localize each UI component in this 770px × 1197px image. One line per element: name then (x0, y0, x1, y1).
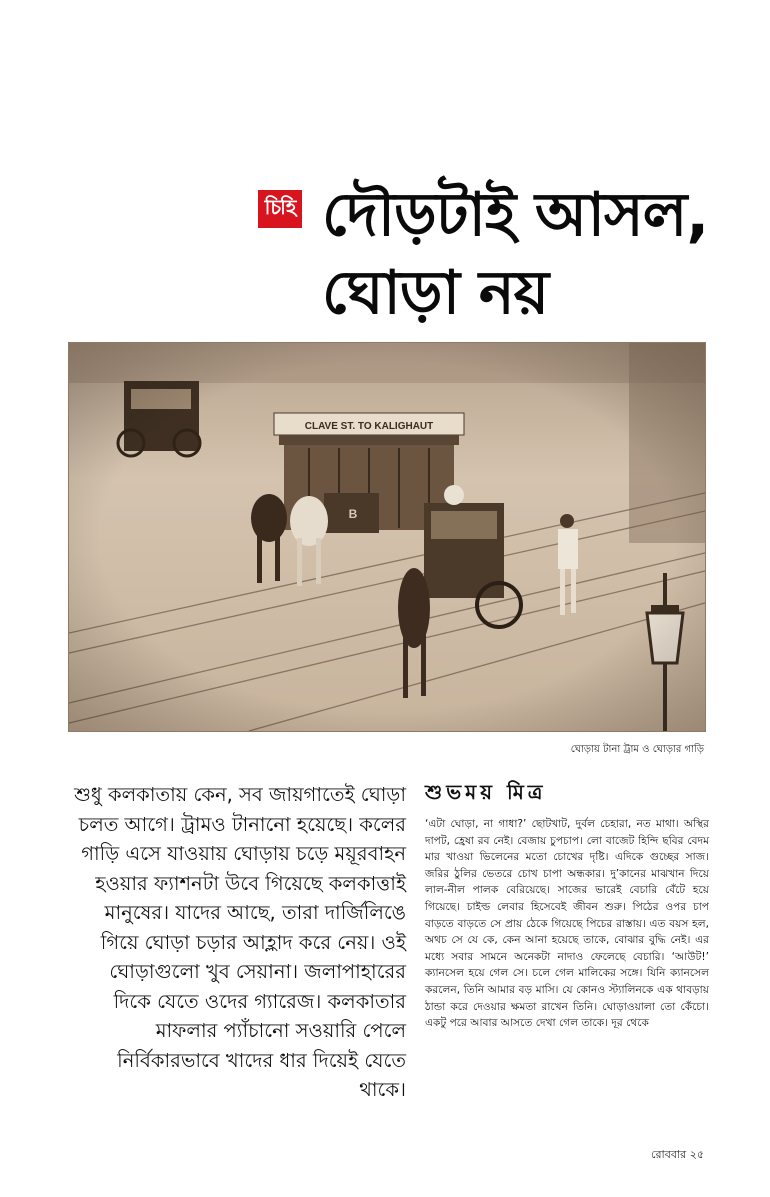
headline-line-2: ঘোড়া নয় (322, 258, 549, 328)
tram-photo (68, 342, 706, 732)
headline-line-1: দৌড়টাই আসল, (322, 180, 709, 250)
body-text: ‘এটা ঘোড়া, না গাধা?’ ছোটখাট, দুর্বল চেহারা, নত মাথা। অস্থির দাপট, হ্রেষা রব নেই। বেজায় চুপচাপ। লো বাজেট হিন্দি ছবির বেদম মার খাওয়া ভিলেনের মতো চোখের দৃষ্টি। এদিকে গুচ্ছের সাজ। জরির ঠুলির ভেতরে চোখ চাপা অন্ধকার। দু’কানের মাঝখান দিয়ে লাল-নীল পালক বেরিয়েছে। সাজের ভারেই বেচারি বেঁটে হয়ে গিয়েছে। চাইল্ড লেবার হিসেবেই জীবন শুরু। পিঠের ওপর চাপ বাড়তে বাড়তে সে প্রায় ঠেকে গিয়েছে পিচের রাস্তায়। এত বয়স হল, অথচ সে যে কে, কেন আনা হয়েছে তাকে, বোঝার বুদ্ধি নেই। এর মধ্যে সবার সামনে অনেকটা নাদাও ফেলেছে বেচারি। ‘আউট!’ ক্যানসেল হয়ে গেল সে। চলে গেল মালিকের সঙ্গে। যিনি ক্যানসেল করলেন, তিনি আমার বড় মাসি। যে কোনও স্ট্যালিনকে এক থাবড়ায় ঠান্ডা করে দেওয়ার ক্ষমতা রাখেন তিনি। ঘোড়াওয়ালা তো কেঁচো। একটু পরে আবার আসতে দেখা গেল তাকে। দূর থেকে (425, 818, 709, 1030)
byline: শুভময় মিত্র (425, 780, 547, 804)
headline (322, 176, 762, 332)
section-tag: চিহি (258, 190, 302, 228)
photo-caption: ঘোড়ায় টানা ট্রাম ও ঘোড়ার গাড়ি (570, 744, 704, 755)
lead-paragraph: শুধু কলকাতায় কেন, সব জায়গাতেই ঘোড়া চলত আগে। ট্রামও টানানো হয়েছে। কলের গাড়ি এসে যাওয়ায় ঘোড়ায় চড়ে ময়ূরবাহন হওয়ার ফ্যাশনটা উবে গিয়েছে কলকাত্তাই মানুষের। যাদের আছে, তারা দার্জিলিঙে গিয়ে ঘোড়া চড়ার আহ্লাদ করে নেয়। ওই ঘোড়াগুলো খুব সেয়ানা। জলাপাহারের দিকে যেতে ওদের গ্যারেজ। কলকাতার মাফলার প্যাঁচানো সওয়ারি পেলে নির্বিকারভাবে খাদের ধার দিয়েই যেতে থাকে। (74, 783, 406, 1101)
page-folio: রোববার ২৫ (651, 1148, 704, 1161)
